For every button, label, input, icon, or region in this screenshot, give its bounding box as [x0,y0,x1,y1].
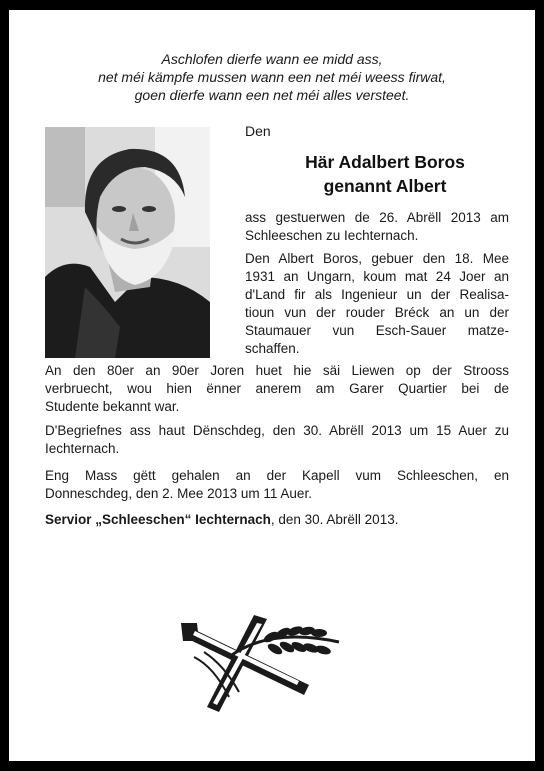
right-column-text [245,209,509,358]
bio-line: d'Land fir als Ingenieur un der Realisa- [245,287,509,302]
mass-line: Donneschdeg, den 2. Mee 2013 um 11 Auer. [45,486,312,501]
funeral-line: D'Begriefnes ass haut Dënschdeg, den 30. Abrëll 2013 um 15 Auer zu [45,423,509,438]
motto-line: net méi kämpfe mussen wann een net méi weess firwat, [98,69,446,85]
portrait-photo [45,127,210,358]
salutation: Den [245,123,271,139]
bio-line: 1931 an Ungarn, koum mat 24 Joer an [245,269,509,284]
name-line-2: genannt Albert [323,176,447,196]
life-line: verbruecht, wou hien ënner anerem am Garer Quartier bei de [45,381,509,396]
bio-line: Den Albert Boros, gebuer den 18. Mee [245,251,509,266]
signature-line [45,511,509,529]
bio-line: schaffen. [245,341,300,356]
name-line-1: Här Adalbert Boros [305,152,465,172]
mass-paragraph [45,467,509,503]
death-line: ass gestuerwen de 26. Abrëll 2013 am [245,210,509,225]
motto-line: Aschlofen dierfe wann ee midd ass, [161,51,383,67]
signature-institution: Servior „Schleeschen“ Iechternach [45,512,271,527]
cross-with-wheat-icon [159,597,359,727]
deceased-name [245,150,525,198]
death-line: Schleeschen zu Iechternach. [245,228,419,243]
signature-date: , den 30. Abrëll 2013. [270,512,399,527]
life-line: An den 80er an 90er Joren huet hie säi Liewen op der Strooss [45,363,509,378]
funeral-paragraph [45,422,509,458]
bio-line: Staumauer vun Esch-Sauer matze- [245,323,509,338]
cross-with-wheat-icon [159,597,359,727]
signature-paragraph [45,511,509,529]
obituary-page [9,10,535,761]
life-paragraph [45,362,509,416]
mass-line: Eng Mass gëtt gehalen an der Kapell vum Schleeschen, en [45,468,509,483]
motto-line: goen dierfe wann een net méi alles versteet. [134,87,410,103]
funeral-line: Iechternach. [45,441,120,456]
motto [19,50,525,104]
bio-line: tioun vun der rouder Bréck an un der [245,305,509,320]
portrait-illustration [45,127,210,358]
life-line: Studente bekannt war. [45,399,180,414]
